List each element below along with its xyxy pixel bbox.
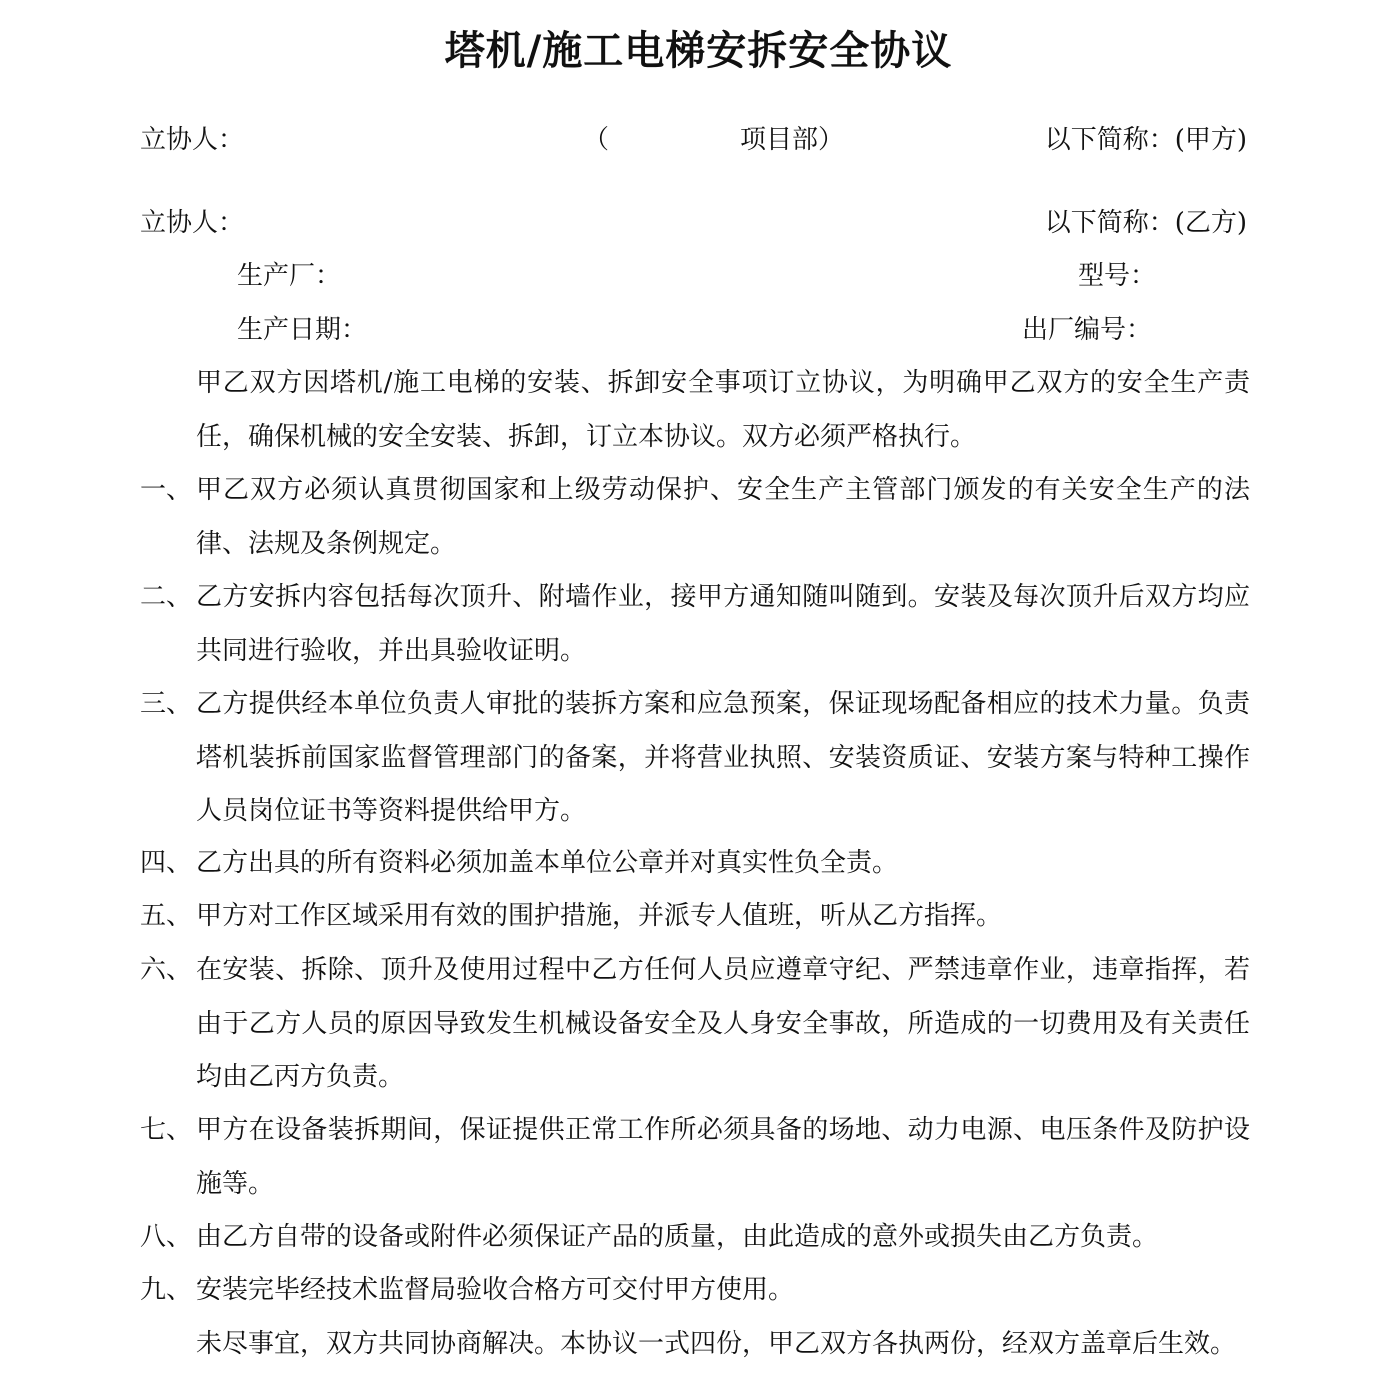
party-a-label: 立协人： [140,125,245,155]
party-a-dept: 项目部） [740,125,845,155]
clause-number: 九、 [140,1275,193,1305]
clause-text: 甲方在设备装拆期间，保证提供正常工作所必须具备的场地、动力电源、电压条件及防护设施等。 [196,1115,1250,1199]
clause-text: 甲乙双方必须认真贯彻国家和上级劳动保护、安全生产主管部门颁发的有关安全生产的法律、法规及条例规定。 [196,475,1250,559]
party-a-alias: 以下简称：(甲方) [1044,125,1247,155]
intro-paragraph [140,357,1250,464]
clause-text: 安装完毕经技术监督局验收合格方可交付甲方使用。 [196,1275,795,1305]
clause-7 [140,1104,1250,1211]
clause-text: 甲方对工作区域采用有效的围护措施，并派专人值班，听从乙方指挥。 [196,901,1003,931]
clause-number: 六、 [140,955,193,985]
clause-number: 三、 [140,689,193,719]
clause-text: 在安装、拆除、顶升及使用过程中乙方任何人员应遵章守纪、严禁违章作业，违章指挥，若由于乙方人员的原因导致发生机械设备安全及人身安全事故，所造成的一切费用及有关责任均由乙丙方负责。 [196,955,1250,1092]
clause-9 [140,1264,1250,1318]
party-b-label: 立协人： [140,208,245,238]
document-title: 塔机/施工电梯安拆安全协议 [444,28,953,74]
party-b-alias: 以下简称：(乙方) [1044,208,1247,238]
clause-4 [140,837,1250,891]
model-label: 型号： [1078,261,1157,291]
clause-text: 由乙方自带的设备或附件必须保证产品的质量，由此造成的意外或损失由乙方负责。 [196,1222,1159,1252]
manufacturer-label: 生产厂： [237,261,342,291]
clause-2 [140,571,1250,678]
clause-3 [140,678,1250,839]
clause-text: 乙方出具的所有资料必须加盖本单位公章并对真实性负全责。 [196,848,899,878]
clause-number: 八、 [140,1222,193,1252]
serial-number-label: 出厂编号： [1022,315,1153,345]
clause-number: 二、 [140,582,193,612]
clause-8 [140,1211,1250,1265]
production-date-label: 生产日期： [237,315,368,345]
party-a-paren-open: （ [583,125,610,155]
clause-1 [140,464,1250,571]
closing-text: 未尽事宜，双方共同协商解决。本协议一式四份，甲乙双方各执两份，经双方盖章后生效。 [196,1329,1237,1359]
clause-number: 一、 [140,475,193,505]
closing-paragraph [140,1318,1250,1372]
clause-number: 四、 [140,848,193,878]
clause-6 [140,944,1250,1105]
clause-number: 七、 [140,1115,193,1145]
clause-5 [140,890,1250,944]
clause-text: 乙方提供经本单位负责人审批的装拆方案和应急预案，保证现场配备相应的技术力量。负责塔机装拆前国家监督管理部门的备案，并将营业执照、安装资质证、安装方案与特种工操作人员岗位证书等资料提供给甲方。 [196,689,1250,826]
clause-text: 乙方安拆内容包括每次顶升、附墙作业，接甲方通知随叫随到。安装及每次顶升后双方均应共同进行验收，并出具验收证明。 [196,582,1250,666]
clause-number: 五、 [140,901,193,931]
intro-text: 甲乙双方因塔机/施工电梯的安装、拆卸安全事项订立协议，为明确甲乙双方的安全生产责任，确保机械的安全安装、拆卸，订立本协议。双方必须严格执行。 [196,368,1250,452]
